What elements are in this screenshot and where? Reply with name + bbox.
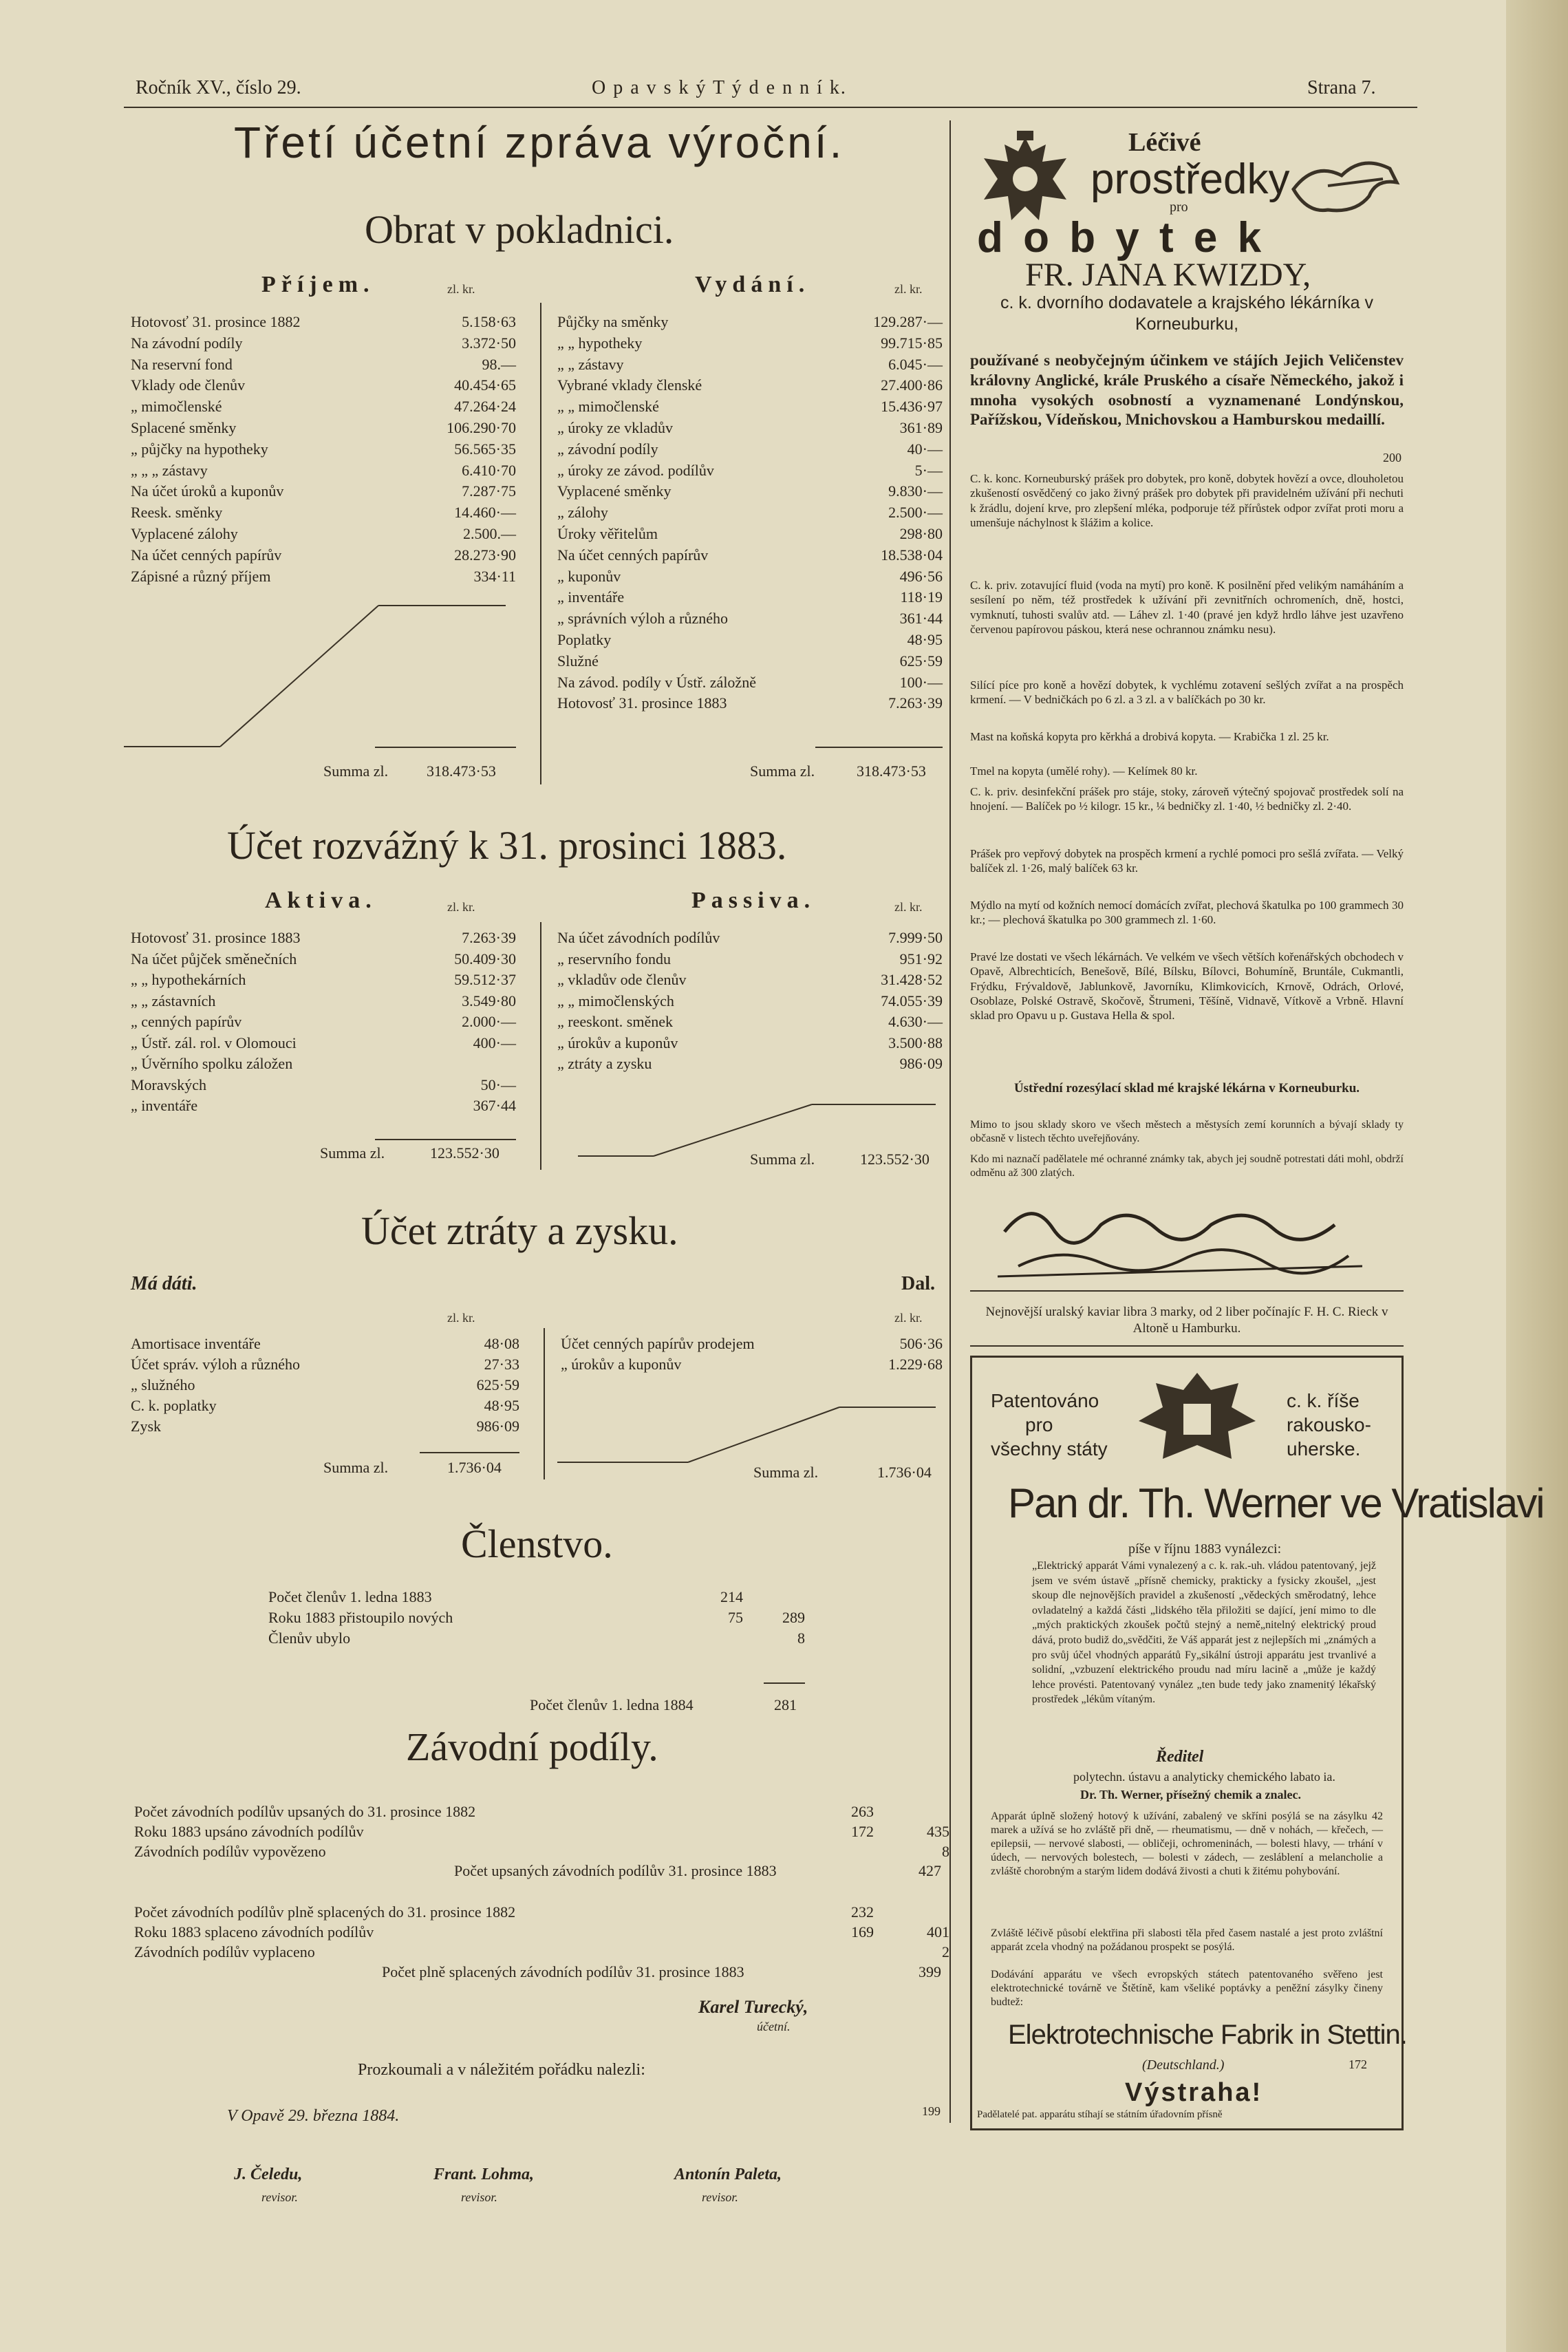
liability-row-label: „ úrokův a kuponův xyxy=(557,1034,678,1051)
pl-unit: zl. kr. xyxy=(894,1311,923,1325)
revisor-role: revisor. xyxy=(461,2190,497,2204)
expense-row-value: 2.500·— xyxy=(888,504,943,522)
ad3-right2: rakousko- xyxy=(1287,1414,1371,1435)
audit-line: Prozkoumali a v náležitém pořádku nalezli: xyxy=(358,2061,645,2079)
shares-label: Počet závodních podílův plně splacených do 31. prosince 1882 xyxy=(134,1903,516,1921)
liability-row-value: 7.999·50 xyxy=(888,929,943,946)
expense-row-label: „ závodní podíly xyxy=(557,440,658,458)
debit-row-value: 986·09 xyxy=(476,1418,519,1435)
ad1-sub: c. k. dvorního dodavatele a krajského lékárníka v Korneuburku, xyxy=(1000,293,1373,334)
shares-label: Závodních podílův vypovězeno xyxy=(134,1843,326,1860)
ref-number: 199 xyxy=(922,2104,941,2118)
cash-sum-right: 318.473·53 xyxy=(857,762,926,780)
asset-row-label: Na účet půjček směnečních xyxy=(131,950,297,967)
sum-rule xyxy=(375,1139,516,1140)
sum-rule xyxy=(764,1682,805,1684)
ad1-p12: Mimo to jsou sklady skoro ve všech městech a městysích zemí korunních a bývají sklady ty občasně v listech těchto uveřejňovány. xyxy=(970,1119,1404,1144)
balance-sum-left: 123.552·30 xyxy=(430,1144,500,1162)
income-unit: zl. kr. xyxy=(447,282,475,296)
members-total-label: Počet členův 1. ledna 1884 xyxy=(530,1696,694,1713)
credit-row-value: 506·36 xyxy=(899,1335,943,1352)
revisor-name: J. Čeledu, xyxy=(234,2166,303,2183)
liability-row-value: 31.428·52 xyxy=(881,971,943,988)
cash-sum-left: 318.473·53 xyxy=(427,762,496,780)
ad1-p3: C. k. priv. zotavující fluid (voda na mytí) pro koně. K posilnění před velikým namáháním a sesílení po něm, též prostředek k užívání při zevnitřních ochromeních, dně, hostci, vymknutí, tuhosti svalův atd. — Láhev zl. 1·40 (pravé jen když hrdlo láhve jest uzavřeno červenou papírovou páskou, která nese ochrannou známku nesu). xyxy=(970,579,1404,636)
asset-row-value: 50·— xyxy=(480,1076,516,1093)
income-row-value: 5.158·63 xyxy=(462,313,516,330)
debit-row-value: 27·33 xyxy=(484,1356,519,1373)
expense-row-label: „ zálohy xyxy=(557,504,608,522)
members-label: Členův ubylo xyxy=(268,1629,351,1647)
revisor-role: revisor. xyxy=(261,2190,298,2204)
shares-value: 169 xyxy=(851,1923,874,1941)
income-row-value: 2.500.— xyxy=(463,525,516,542)
ad3-right3: uherske. xyxy=(1287,1438,1361,1460)
debit-row-label: „ služného xyxy=(131,1376,195,1393)
ad1-p1: používané s neobyčejným účinkem ve stájích Jejich Veličenstev královny Anglické, krále Pruského a císaře Německého, jakož i mnoha vysokých osobností a vyznamenané Londýnskou, Pařížskou, Vídeňskou, Mnichovskou a Hamburskou medaillí. xyxy=(970,352,1404,429)
ad1-p13: Kdo mi naznačí padělatele mé ochranné známky tak, abych jej soudně potrestati dáti mohl, obdrží odměnu až 300 zlatých. xyxy=(970,1153,1404,1179)
ad3-quote: „Elektrický apparát Vámi vynalezený a c. k. rak.-uh. vládou patentovaný, jejž jsem ve svém ústavě „přísně chemicky, prakticky a fysicky zkoušel, „jest skoup dle nejnovějších pravidel a zkušeností „vědeckých směrodatný, lehce ovladatelný a každá části „lidského těla přiložiti se dající, jení mimo to dle „mých praktických zkoušek počtů stejný a nemě„nitelný elektrický proud dává, proto budiž do„svědčiti, že Váš apparát jest z nejlepších mi „známých a pro svůj účel vhodných apparátů Fy„sikální ústroji apparátu jest trvanlivé a solidní, „vzbuzení elektrického proudu nad míru lacině a „může je každý lehce provésti. Patentovaný vynález „ten bude tedy jako znamenitý lékařský prostředek „lékům vítaným. xyxy=(1032,1560,1376,1706)
shares-total2-label: Počet plně splacených závodních podílův 31. prosince 1883 xyxy=(382,1963,744,1980)
liability-row-label: „ reeskont. směnek xyxy=(557,1013,673,1030)
ad1-ref: 200 xyxy=(1383,451,1401,464)
income-row-value: 3.372·50 xyxy=(462,334,516,352)
asset-row-value: 59.512·37 xyxy=(454,971,516,988)
shares-total1: 427 xyxy=(919,1862,941,1879)
ad3-body3: Dodávání apparátu ve všech evropských státech patentovaného svěřeno jest elektrotechnické továrně ve Štětíně, kam všeliké poptávky a peněžní zásylky čineny budtež: xyxy=(991,1969,1383,2008)
expense-row-value: 9.830·— xyxy=(888,482,943,500)
ad3-intro: píše v říjnu 1883 vynálezci: xyxy=(1128,1541,1282,1557)
ad3-warn-text: Padělatelé pat. apparátu stíhají se státním úřadovním přísně xyxy=(977,2109,1223,2120)
expense-row-label: „ „ hypotheky xyxy=(557,334,643,352)
expense-row-value: 99.715·85 xyxy=(881,334,943,352)
ad-divider xyxy=(970,1345,1404,1347)
header-page: Strana 7. xyxy=(1307,77,1376,98)
ad3-firm: Elektrotechnische Fabrik in Stettin. xyxy=(1008,2020,1407,2050)
asset-row-label: Hotovosť 31. prosince 1883 xyxy=(131,929,301,946)
expense-row-value: 625·59 xyxy=(899,652,943,670)
ad1-p10: Pravé lze dostati ve všech lékárnách. Ve velkém ve všech větších kořenářských obchodech v Opavě, Albrechticích, Benešově, Bílé, Bílsku, Bílovci, Bohumíně, Bruntále, Cukmantli, Frýdku, Frývaldově, Jablunkově, Javorníku, Klimkovicích, Krnově, Odrách, Orlové, Osoblaze, Polské Ostravě, Skočově, Štrumeni, Těšíně, Vidnavě, Vítkově a Vrbně. Hlavní sklad pro Opavu u p. Gustava Hella & spol. xyxy=(970,950,1404,1022)
liability-row-label: „ ztráty a zysku xyxy=(557,1055,652,1072)
expense-row-value: 496·56 xyxy=(899,567,943,585)
debit-row-label: C. k. poplatky xyxy=(131,1397,217,1414)
ad3-left1: Patentováno xyxy=(991,1390,1099,1411)
expense-row-label: „ správních výloh a různého xyxy=(557,610,729,628)
cash-sum-label: Summa zl. xyxy=(323,762,389,780)
expense-row-label: Na závod. podíly v Ústř. záložně xyxy=(557,673,756,691)
income-row-value: 7.287·75 xyxy=(462,482,516,500)
expense-row-label: Vybrané vklady členské xyxy=(557,376,702,394)
asset-row-label: „ „ hypothekárních xyxy=(131,971,246,988)
cash-sum-label: Summa zl. xyxy=(750,762,815,780)
ad1-p5: Mast na koňská kopyta pro kěrkhá a drobivá kopyta. — Krabička 1 zl. 25 kr. xyxy=(970,730,1329,743)
liabilities-head: Passiva. xyxy=(691,888,816,913)
expense-row-label: „ kuponův xyxy=(557,567,621,585)
ad1-p2: C. k. konc. Korneuburský prášek pro dobytek, pro koně, dobytek hovězí a ovce, dlouholetou zkušeností osvědčený co jako živný prášek pro dobytek při pravidelném užívání při nechuti k žrádlu, dojení krve, pro zlepšení mléka, podporuje též přírůstek odpor zvířat proti moru a umenšuje náchylnost k šlážim a kolice. xyxy=(970,472,1404,529)
members-total: 281 xyxy=(774,1696,797,1713)
expense-row-value: 100·— xyxy=(899,673,943,691)
ad1-p7: C. k. priv. desinfekční prášek pro stáje, stoky, zároveň výtečný spojovač prostředek solí na hnojení. — Balíček po ½ kilogr. 15 kr., ¼ bedničky zl. 1·40, ½ bedničky zl. 2·40. xyxy=(970,785,1404,813)
revisor-name: Antonín Paleta, xyxy=(674,2166,782,2183)
expense-row-label: Vyplacené směnky xyxy=(557,482,672,500)
income-row-label: Na účet úroků a kuponův xyxy=(131,482,284,500)
liability-row-label: „ „ mimočlenských xyxy=(557,992,674,1009)
income-row-value: 47.264·24 xyxy=(454,398,516,416)
ad1-line1: Léčivé xyxy=(1128,128,1201,157)
income-row-label: „ mimočlenské xyxy=(131,398,222,416)
asset-row-value: 3.549·80 xyxy=(462,992,516,1009)
pl-sum-label: Summa zl. xyxy=(753,1464,819,1481)
liability-row-label: „ vkladův ode členův xyxy=(557,971,687,988)
horse-hoof-icon xyxy=(1287,148,1404,227)
ad3-title: Pan dr. Th. Werner ve Vratislavi xyxy=(1008,1480,1544,1526)
ad3-ref: 172 xyxy=(1349,2057,1367,2071)
asset-row-label: „ Ústř. zál. rol. v Olomouci xyxy=(131,1034,297,1051)
header-title: O p a v s k ý T ý d e n n í k. xyxy=(592,77,847,98)
ad1-p4: Silící píce pro koně a hovězí dobytek, k vychlému zotavení sešlých zvířat a na prospěch krmení. — V bedničkách po 6 zl. a 3 zl. a v balíčkách po 30 kr. xyxy=(970,678,1404,707)
members-title: Členstvo. xyxy=(461,1521,613,1566)
expense-row-value: 15.436·97 xyxy=(881,398,943,416)
expense-row-value: 118·19 xyxy=(900,588,943,606)
balance-title: Účet rozvážný k 31. prosinci 1883. xyxy=(227,823,787,868)
expense-row-value: 40·— xyxy=(907,440,943,458)
sum-rule xyxy=(815,747,943,748)
ad2-text: Nejnovější uralský kaviar libra 3 marky, od 2 liber počínajíc F. H. C. Rieck v Altoně u Hamburku. xyxy=(985,1305,1388,1336)
shares-label: Roku 1883 upsáno závodních podílův xyxy=(134,1823,364,1840)
income-row-label: Na závodní podíly xyxy=(131,334,243,352)
debit-row-label: Zysk xyxy=(131,1418,161,1435)
members-sum: 289 xyxy=(782,1609,805,1626)
income-row-value: 28.273·90 xyxy=(454,546,516,564)
pl-fill-stroke xyxy=(550,1397,936,1466)
asset-row-value: 400·— xyxy=(473,1034,516,1051)
balance-sum-label: Summa zl. xyxy=(320,1144,385,1162)
kwizda-signature-icon xyxy=(991,1190,1376,1290)
ad3-warn: Výstraha! xyxy=(1125,2078,1263,2107)
pl-credit-head: Dal. xyxy=(901,1273,935,1294)
page-edge xyxy=(1506,0,1568,2352)
income-row-label: Na reservní fond xyxy=(131,355,233,373)
debit-row-label: Amortisace inventáře xyxy=(131,1335,261,1352)
expense-row-label: „ inventáře xyxy=(557,588,625,606)
ad1-line3: pro xyxy=(1170,200,1188,215)
sum-rule xyxy=(420,1452,519,1453)
accountant-role: účetní. xyxy=(757,2020,791,2033)
ad1-line2: prostředky xyxy=(1091,156,1290,203)
ad3-left3: všechny státy xyxy=(991,1438,1108,1460)
coat-of-arms-icon xyxy=(1135,1366,1259,1473)
liability-row-value: 74.055·39 xyxy=(881,992,943,1009)
cash-fill-stroke xyxy=(124,592,509,750)
ad3-director: Ředitel xyxy=(1156,1748,1204,1766)
place-date: V Opavě 29. března 1884. xyxy=(227,2107,400,2125)
income-row-value: 334·11 xyxy=(473,567,516,585)
liability-row-label: Na účet závodních podílův xyxy=(557,929,720,946)
expense-row-label: „ „ zástavy xyxy=(557,355,624,373)
revisor-name: Frant. Lohma, xyxy=(433,2166,535,2183)
shares-sum: 8 xyxy=(942,1843,949,1860)
income-row-label: Zápisné a různý příjem xyxy=(131,567,271,585)
income-row-value: 14.460·— xyxy=(454,504,516,522)
balance-sum-right: 123.552·30 xyxy=(860,1151,930,1168)
ad3-inst: polytechn. ústavu a analyticky chemického labato ia. xyxy=(1073,1770,1335,1784)
shares-value: 232 xyxy=(851,1903,874,1921)
debit-row-value: 48·95 xyxy=(484,1397,519,1414)
ad3-body: Apparát úplně složený hotový k užívání, zabalený ve skříni posýlá se na zásylku 42 marek a užívá se ho zvláště při dně, — rheumatismu, — dně v nohách, — křečech, — epilepsii, — nervové slabosti, — obličeji, ochromeninách, — bolesti hlavy, — trhání v údech, — nervových bolestech, — bolesti v zádech, — zesláblení a melancholie a zvláště chorobným a starým lidem dodává živosti a chuti k žitému pohybování. xyxy=(991,1810,1383,1877)
income-row-label: „ „ „ zástavy xyxy=(131,461,208,479)
expense-row-value: 5·— xyxy=(914,461,943,479)
asset-row-value: 367·44 xyxy=(473,1097,516,1114)
income-row-value: 6.410·70 xyxy=(462,461,516,479)
expense-row-value: 298·80 xyxy=(899,525,943,542)
members-label: Počet členův 1. ledna 1883 xyxy=(268,1588,432,1605)
pl-sum-label: Summa zl. xyxy=(323,1459,389,1476)
report-title: Třetí účetní zpráva výroční. xyxy=(234,118,845,167)
ad3-right1: c. k. říše xyxy=(1287,1390,1360,1411)
members-value: 214 xyxy=(720,1588,743,1605)
pl-title: Účet ztráty a zysku. xyxy=(361,1208,678,1253)
expense-row-label: Úroky věřitelům xyxy=(557,525,658,542)
shares-sum: 435 xyxy=(927,1823,949,1840)
accountant-name: Karel Turecký, xyxy=(698,1997,808,2017)
members-label: Roku 1883 přistoupilo nových xyxy=(268,1609,453,1626)
pl-unit: zl. kr. xyxy=(447,1311,475,1325)
credit-row-label: „ úrokův a kuponův xyxy=(561,1356,682,1373)
expense-row-value: 361·44 xyxy=(899,610,943,628)
income-row-label: Hotovosť 31. prosince 1882 xyxy=(131,313,301,330)
ad3-country: (Deutschland.) xyxy=(1142,2057,1225,2073)
pl-sum-right: 1.736·04 xyxy=(877,1464,932,1481)
income-row-label: Na účet cenných papírův xyxy=(131,546,282,564)
credit-row-value: 1.229·68 xyxy=(888,1356,943,1373)
income-row-label: Reesk. směnky xyxy=(131,504,223,522)
asset-row-label: „ cenných papírův xyxy=(131,1013,242,1030)
header-issue: Ročník XV., číslo 29. xyxy=(136,77,301,98)
liability-row-value: 986·09 xyxy=(899,1055,943,1072)
cash-middle-rule xyxy=(540,303,541,784)
ad1-maker: FR. JANA KWIZDY, xyxy=(1025,257,1311,293)
expense-row-label: Služné xyxy=(557,652,599,670)
shares-total2: 399 xyxy=(919,1963,941,1980)
revisor-role: revisor. xyxy=(702,2190,738,2204)
debit-row-value: 48·08 xyxy=(484,1335,519,1352)
asset-row-value: 2.000·— xyxy=(462,1013,516,1030)
ad3-doc: Dr. Th. Werner, přísežný chemik a znalec. xyxy=(1080,1788,1301,1802)
expense-row-label: Na účet cenných papírův xyxy=(557,546,709,564)
expense-row-value: 6.045·— xyxy=(888,355,943,373)
income-row-label: Vyplacené zálohy xyxy=(131,525,238,542)
income-row-value: 40.454·65 xyxy=(454,376,516,394)
asset-row-label: „ inventáře xyxy=(131,1097,198,1114)
shares-label: Roku 1883 splaceno závodních podílův xyxy=(134,1923,374,1941)
income-row-value: 106.290·70 xyxy=(447,419,516,436)
shares-value: 263 xyxy=(851,1803,874,1820)
expense-row-value: 18.538·04 xyxy=(881,546,943,564)
expense-row-value: 361·89 xyxy=(899,419,943,436)
liability-row-value: 4.630·— xyxy=(888,1013,943,1030)
shares-sum: 401 xyxy=(927,1923,949,1941)
ad-divider xyxy=(970,1290,1404,1292)
shares-label: Závodních podílův vyplaceno xyxy=(134,1943,315,1960)
balance-middle-rule xyxy=(540,922,541,1170)
assets-unit: zl. kr. xyxy=(447,900,475,914)
members-value: 75 xyxy=(728,1609,743,1626)
debit-row-label: Účet správ. výloh a různého xyxy=(131,1356,300,1373)
asset-row-value: 7.263·39 xyxy=(462,929,516,946)
balance-sum-label: Summa zl. xyxy=(750,1151,815,1168)
ad1-p9: Mýdlo na mytí od kožních nemocí domácích zvířat, plechová škatulka po 100 grammech 30 kr.; — plechová škatulka po 300 grammech zl. 1·60. xyxy=(970,899,1404,927)
expense-row-label: Poplatky xyxy=(557,631,612,648)
asset-row-value: 50.409·30 xyxy=(454,950,516,967)
liabilities-unit: zl. kr. xyxy=(894,900,923,914)
expense-unit: zl. kr. xyxy=(894,282,923,296)
expense-row-value: 48·95 xyxy=(907,631,943,648)
expense-row-label: Hotovosť 31. prosince 1883 xyxy=(557,694,727,712)
income-head: Příjem. xyxy=(261,272,375,297)
income-row-value: 56.565·35 xyxy=(454,440,516,458)
ad1-p6: Tmel na kopyta (umělé rohy). — Kelímek 80 kr. xyxy=(970,765,1198,778)
income-row-label: Splacené směnky xyxy=(131,419,237,436)
credit-row-label: Účet cenných papírův prodejem xyxy=(561,1335,755,1352)
ad1-p11: Ústřední rozesýlací sklad mé krajské lékárna v Korneuburku. xyxy=(1013,1081,1360,1095)
income-row-label: „ půjčky na hypotheky xyxy=(131,440,268,458)
expense-row-value: 129.287·— xyxy=(873,313,943,330)
liability-row-value: 3.500·88 xyxy=(888,1034,943,1051)
expense-row-value: 7.263·39 xyxy=(888,694,943,712)
ad3-body2: Zvláště léčivě působí elektřina při slabosti těla před časem nastalé a jest proto zvláštní apparát zcela vhodný na požádanou prospekt se posýlá. xyxy=(991,1927,1383,1953)
expense-row-label: „ úroky ze závod. podílův xyxy=(557,461,714,479)
ad1-p8: Prášek pro vepřový dobytek na prospěch krmení a rychlé pomoci pro sešlá zvířata. — Velký balíček zl. 1·26, malý balíček 63 kr. xyxy=(970,847,1404,875)
expense-row-value: 27.400·86 xyxy=(881,376,943,394)
ad1-line4: d o b y t e k xyxy=(977,214,1266,261)
column-rule xyxy=(949,120,951,2123)
members-sum: 8 xyxy=(797,1629,805,1647)
asset-row-label: „ Úvěrního spolku záložen xyxy=(131,1055,293,1072)
liability-row-value: 951·92 xyxy=(899,950,943,967)
shares-total1-label: Počet upsaných závodních podílův 31. prosince 1883 xyxy=(454,1862,777,1879)
cash-title: Obrat v pokladnici. xyxy=(365,207,674,252)
shares-value: 172 xyxy=(851,1823,874,1840)
income-row-label: Vklady ode členův xyxy=(131,376,246,394)
liability-row-label: „ reservního fondu xyxy=(557,950,671,967)
asset-row-label: „ „ zástavních xyxy=(131,992,216,1009)
shares-sum: 2 xyxy=(942,1943,949,1960)
pl-middle-rule xyxy=(544,1328,545,1479)
expense-row-label: „ „ mimočlenské xyxy=(557,398,659,416)
expense-row-label: „ úroky ze vkladův xyxy=(557,419,673,436)
asset-row-label: Moravských xyxy=(131,1076,206,1093)
shares-title: Závodní podíly. xyxy=(406,1724,658,1769)
header-rule xyxy=(124,107,1417,108)
debit-row-value: 625·59 xyxy=(476,1376,519,1393)
ad3-left2: pro xyxy=(1025,1414,1053,1435)
pl-debit-head: Má dáti. xyxy=(131,1273,197,1294)
assets-head: Aktiva. xyxy=(265,888,377,913)
shares-label: Počet závodních podílův upsaných do 31. prosince 1882 xyxy=(134,1803,476,1820)
expense-head: Vydání. xyxy=(695,272,810,297)
income-row-value: 98.— xyxy=(482,355,516,373)
expense-row-label: Půjčky na směnky xyxy=(557,313,669,330)
pl-sum-left: 1.736·04 xyxy=(447,1459,502,1476)
